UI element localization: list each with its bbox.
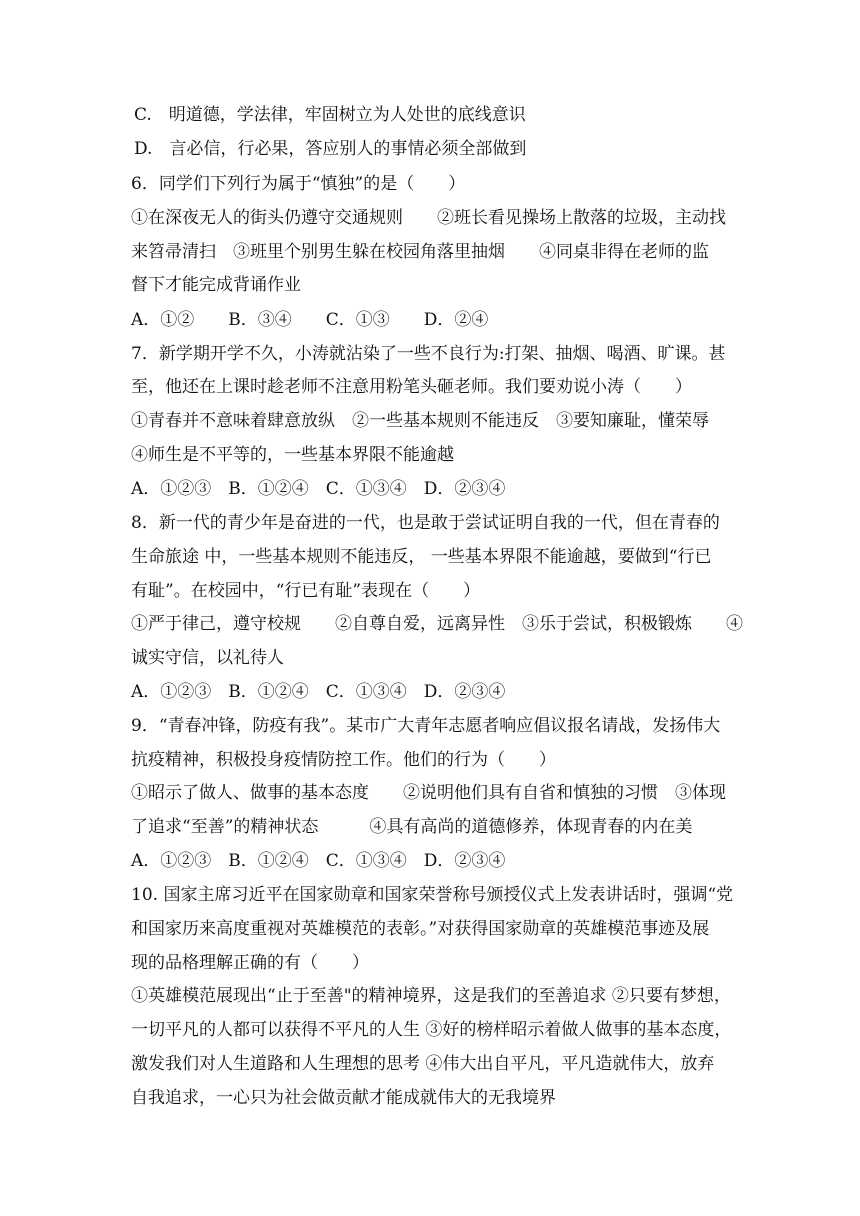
- question-8-options: A．①②③ B．①②④ C．①③④ D．②③④: [131, 682, 506, 702]
- question-10-statement: ①英雄模范展现出“止于至善"的精神境界，这是我们的至善追求 ②只要有梦想，: [131, 986, 731, 1006]
- question-7-statement: ④师生是不平等的，一些基本界限不能逾越: [131, 445, 454, 465]
- question-8-stem: 生命旅途 中，一些基本规则不能违反， 一些基本界限不能逾越，要做到“行已: [131, 547, 712, 567]
- question-7-stem: 7．新学期开学不久，小涛就沾染了一些不良行为:打架、抽烟、喝酒、旷课。甚: [131, 344, 726, 364]
- question-6-statement: ①在深夜无人的街头仍遵守交通规则 ②班长看见操场上散落的垃圾，主动找: [131, 208, 726, 228]
- question-10-stem: 现的品格理解正确的有（ ）: [131, 953, 369, 973]
- question-8-stem: 有耻”。在校园中，“行已有耻”表现在（ ）: [131, 581, 481, 601]
- question-9-statement: ①昭示了做人、做事的基本态度 ②说明他们具有自省和慎独的习惯 ③体现: [131, 783, 726, 803]
- question-9-stem: 抗疫精神，积极投身疫情防控工作。他们的行为（ ）: [131, 750, 556, 770]
- question-8-statement: 诚实守信，以礼待人: [131, 648, 284, 668]
- question-10-statement: 自我追求，一心只为社会做贡献才能成就伟大的无我境界: [131, 1088, 556, 1108]
- question-9-options: A．①②③ B．①②④ C．①③④ D．②③④: [131, 851, 506, 871]
- question-6-options: A．①② B．③④ C．①③ D．②④: [131, 310, 489, 330]
- question-7-options: A．①②③ B．①②④ C．①③④ D．②③④: [131, 479, 506, 499]
- option-d-q5: D. 言必信，行必果，答应别人的事情必须全部做到: [134, 139, 527, 159]
- question-6-statement: 来笤帚清扫 ③班里个别男生躲在校园角落里抽烟 ④同桌非得在老师的监: [131, 242, 709, 262]
- question-9-statement: 了追求“至善”的精神状态 ④具有高尚的道德修养，体现青春的内在美: [131, 817, 693, 837]
- question-7-stem: 至，他还在上课时趁老师不注意用粉笔头砸老师。我们要劝说小涛（ ）: [131, 377, 692, 397]
- question-10-statement: 激发我们对人生道路和人生理想的思考 ④伟大出自平凡，平凡造就伟大，放弃: [131, 1054, 715, 1074]
- question-8-stem: 8．新一代的青少年是奋进的一代，也是敢于尝试证明自我的一代，但在青春的: [131, 513, 720, 533]
- question-6-statement: 督下才能完成背诵作业: [131, 275, 301, 295]
- question-9-stem: 9．“青春冲锋，防疫有我”。某市广大青年志愿者响应倡议报名请战，发扬伟大: [131, 716, 721, 736]
- question-10-stem: 10. 国家主席习近平在国家勋章和国家荣誉称号颁授仪式上发表讲话时，强调“党: [131, 885, 734, 905]
- question-7-statement: ①青春并不意味着肆意放纵 ②一些基本规则不能违反 ③要知廉耻，懂荣辱: [131, 411, 709, 431]
- question-6-stem: 6．同学们下列行为属于“慎独”的是（ ）: [131, 174, 466, 194]
- option-c-q5: C. 明道德，学法律，牢固树立为人处世的底线意识: [134, 105, 526, 125]
- question-10-statement: 一切平凡的人都可以获得不平凡的人生 ③好的榜样昭示着做人做事的基本态度，: [131, 1020, 732, 1040]
- question-10-stem: 和国家历来高度重视对英雄模范的表彰。”对获得国家勋章的英雄模范事迹及展: [131, 919, 710, 939]
- question-8-statement: ①严于律己，遵守校规 ②自尊自爱，远离异性 ③乐于尝试，积极锻炼 ④: [131, 614, 743, 634]
